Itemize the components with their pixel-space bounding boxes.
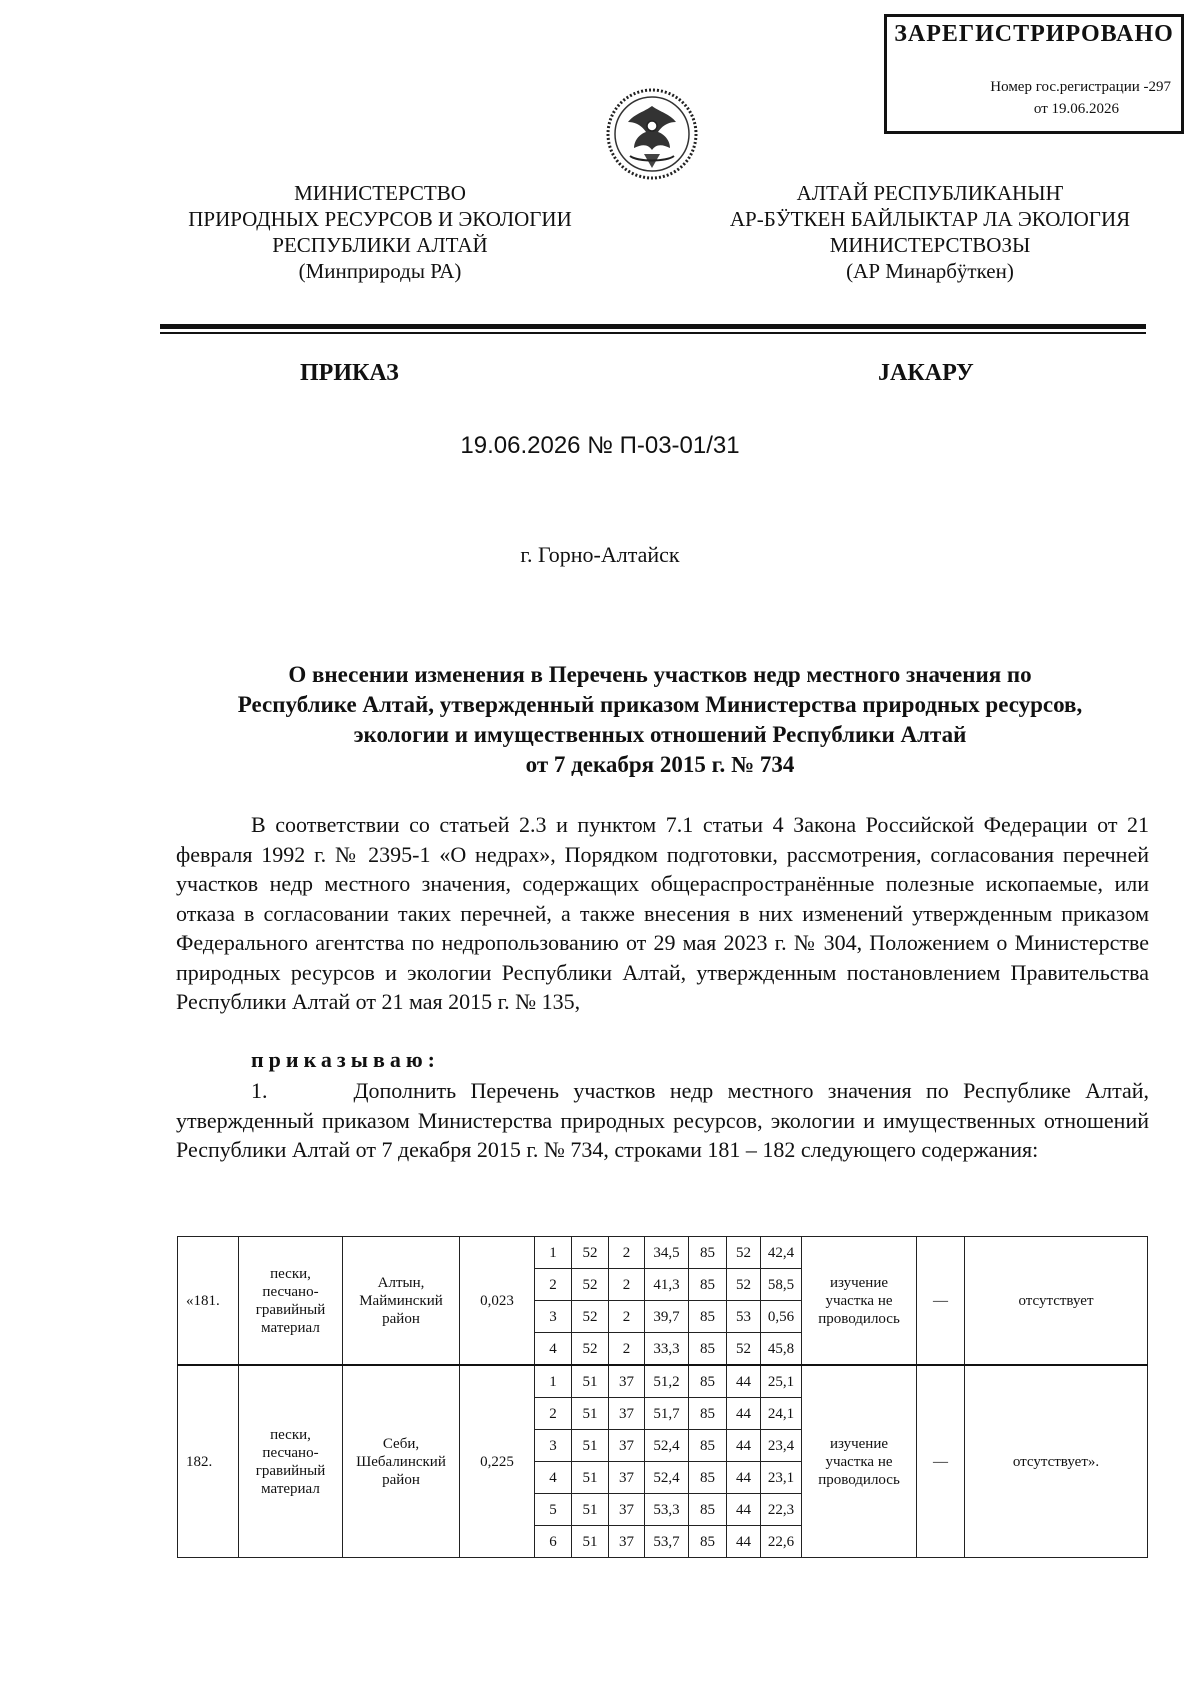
coordinate-cell: 85 [689, 1398, 727, 1430]
location-cell: Себи, Шебалинский район [343, 1365, 460, 1558]
coordinate-cell: 39,7 [645, 1301, 689, 1333]
coordinate-cell: 23,1 [761, 1462, 802, 1494]
coordinate-cell: 2 [609, 1237, 645, 1269]
coordinate-cell: 53,3 [645, 1494, 689, 1526]
coordinate-cell: 52 [727, 1333, 761, 1366]
coordinate-cell: 37 [609, 1430, 645, 1462]
title-line: экологии и имущественных отношений Республики Алтай [353, 722, 967, 747]
coordinate-cell: 52,4 [645, 1462, 689, 1494]
coordinate-cell: 37 [609, 1462, 645, 1494]
point-number-cell: 5 [535, 1494, 572, 1526]
row-number-cell: 182. [178, 1365, 239, 1558]
coordinate-cell: 37 [609, 1365, 645, 1398]
coordinate-cell: 2 [609, 1333, 645, 1366]
dash-cell: — [917, 1237, 965, 1366]
coordinate-cell: 51 [572, 1430, 609, 1462]
coordinate-cell: 25,1 [761, 1365, 802, 1398]
ministry-header-altai [680, 180, 1180, 284]
coordinate-cell: 51 [572, 1526, 609, 1558]
coordinate-cell: 44 [727, 1494, 761, 1526]
order-city: г. Горно-Алтайск [520, 542, 680, 567]
order-date-number: 19.06.2026 № П-03-01/31 [460, 432, 740, 459]
coordinate-cell: 24,1 [761, 1398, 802, 1430]
coordinate-cell: 23,4 [761, 1430, 802, 1462]
coordinate-cell: 52 [727, 1237, 761, 1269]
ministry-alt-line: АЛТАЙ РЕСПУБЛИКАНЫҤ [796, 181, 1064, 205]
license-cell: отсутствует». [965, 1365, 1148, 1558]
coordinate-cell: 44 [727, 1526, 761, 1558]
coordinate-cell: 45,8 [761, 1333, 802, 1366]
coordinate-cell: 44 [727, 1398, 761, 1430]
coordinate-cell: 44 [727, 1430, 761, 1462]
ministry-ru-line: РЕСПУБЛИКИ АЛТАЙ [272, 233, 488, 257]
area-cell: 0,023 [460, 1237, 535, 1366]
coordinate-cell: 0,56 [761, 1301, 802, 1333]
point-number-cell: 1 [535, 1237, 572, 1269]
coordinate-cell: 52 [572, 1269, 609, 1301]
coordinate-cell: 52,4 [645, 1430, 689, 1462]
ministry-header-russian [130, 180, 630, 284]
coordinate-cell: 2 [609, 1269, 645, 1301]
coordinate-cell: 85 [689, 1269, 727, 1301]
coordinate-cell: 37 [609, 1398, 645, 1430]
coordinate-cell: 22,6 [761, 1526, 802, 1558]
coordinate-cell: 85 [689, 1301, 727, 1333]
title-line: от 7 декабря 2015 г. № 734 [525, 752, 795, 777]
coordinate-cell: 52 [727, 1269, 761, 1301]
coordinate-cell: 34,5 [645, 1237, 689, 1269]
point-number-cell: 4 [535, 1333, 572, 1366]
area-cell: 0,225 [460, 1365, 535, 1558]
ministry-ru-short-name: (Минприроды РА) [298, 259, 462, 283]
dash-cell: — [917, 1365, 965, 1558]
subsoil-sites-table [177, 1236, 1148, 1558]
header-divider-thin [160, 332, 1146, 334]
coordinate-cell: 44 [727, 1365, 761, 1398]
stamp-title: ЗАРЕГИСТРИРОВАНО [894, 21, 1174, 47]
point-number-cell: 3 [535, 1430, 572, 1462]
ministry-ru-line: МИНИСТЕРСТВО [294, 181, 466, 205]
coordinate-cell: 42,4 [761, 1237, 802, 1269]
coordinate-cell: 58,5 [761, 1269, 802, 1301]
order-title-altai: JАКАРУ [878, 360, 974, 386]
material-cell: пески, песчано-гравийный материал [239, 1365, 343, 1558]
point-number-cell: 2 [535, 1269, 572, 1301]
table-row [178, 1365, 1148, 1398]
coordinate-cell: 51 [572, 1365, 609, 1398]
coordinate-cell: 52 [572, 1237, 609, 1269]
coordinate-cell: 52 [572, 1301, 609, 1333]
point-number-cell: 3 [535, 1301, 572, 1333]
ministry-alt-line: МИНИСТЕРСТВОЗЫ [829, 233, 1031, 257]
license-cell: отсутствует [965, 1237, 1148, 1366]
coordinate-cell: 85 [689, 1365, 727, 1398]
coordinate-cell: 53 [727, 1301, 761, 1333]
row-number-cell: «181. [178, 1237, 239, 1366]
order-word: приказываю: [251, 1047, 440, 1072]
coordinate-cell: 51 [572, 1494, 609, 1526]
coordinate-cell: 44 [727, 1462, 761, 1494]
order-title-russian: ПРИКАЗ [300, 360, 399, 386]
coordinate-cell: 33,3 [645, 1333, 689, 1366]
stamp-registration-date: от 19.06.2026 [1033, 101, 1119, 117]
ministry-alt-short-name: (АР Минарбӱткен) [846, 259, 1014, 283]
coordinate-cell: 53,7 [645, 1526, 689, 1558]
ministry-ru-line: ПРИРОДНЫХ РЕСУРСОВ И ЭКОЛОГИИ [188, 207, 572, 231]
coordinate-cell: 85 [689, 1526, 727, 1558]
coordinate-cell: 41,3 [645, 1269, 689, 1301]
coordinate-cell: 37 [609, 1526, 645, 1558]
order-item-1: 1. Дополнить Перечень участков недр местного значения по Республике Алтай, утвержденный приказом Министерства природных ресурсов, экологии и имущественных отношений Республики Алтай от 7 декабря 2015 г. № 734, строками 181 – 182 следующего содержания: [176, 1078, 1155, 1162]
point-number-cell: 1 [535, 1365, 572, 1398]
coordinate-cell: 51,7 [645, 1398, 689, 1430]
registration-stamp [884, 14, 1184, 134]
coordinate-cell: 85 [689, 1462, 727, 1494]
header-divider [160, 324, 1146, 329]
point-number-cell: 4 [535, 1462, 572, 1494]
title-line: Республике Алтай, утвержденный приказом Министерства природных ресурсов, [237, 692, 1083, 717]
document-title [190, 660, 1130, 780]
coordinate-cell: 52 [572, 1333, 609, 1366]
stamp-registration-number: Номер гос.регистрации -297 [990, 79, 1171, 95]
preamble-paragraph: В соответствии со статьей 2.3 и пунктом 7.1 статьи 4 Закона Российской Федерации от 21 февраля 1992 г. № 2395-1 «О недрах», Порядком подготовки, рассмотрения, согласования перечней участков недр местного значения, содержащих общераспространённые полезные ископаемые, или отказа в согласовании таких перечней, а также внесения в них изменений утвержденным приказом Федерального агентства по недропользованию от 29 мая 2023 г. № 304, Положением о Министерстве природных ресурсов и экологии Республики Алтай, утвержденным постановлением Правительства Республики Алтай от 21 мая 2015 г. № 135, [176, 812, 1149, 1014]
material-cell: пески, песчано-гравийный материал [239, 1237, 343, 1366]
coordinate-cell: 51 [572, 1462, 609, 1494]
location-cell: Алтын, Майминский район [343, 1237, 460, 1366]
point-number-cell: 2 [535, 1398, 572, 1430]
altai-republic-emblem-icon [604, 86, 700, 182]
coordinate-cell: 37 [609, 1494, 645, 1526]
coordinate-cell: 85 [689, 1237, 727, 1269]
point-number-cell: 6 [535, 1526, 572, 1558]
coordinate-cell: 85 [689, 1430, 727, 1462]
coordinate-cell: 85 [689, 1494, 727, 1526]
coordinate-cell: 51,2 [645, 1365, 689, 1398]
study-status-cell: изучение участка не проводилось [802, 1237, 917, 1366]
coordinate-cell: 22,3 [761, 1494, 802, 1526]
study-status-cell: изучение участка не проводилось [802, 1365, 917, 1558]
ministry-alt-line: АР-БӰТКЕН БАЙЛЫКТАР ЛА ЭКОЛОГИЯ [729, 207, 1131, 231]
coordinate-cell: 51 [572, 1398, 609, 1430]
table-row [178, 1237, 1148, 1269]
coordinate-cell: 85 [689, 1333, 727, 1366]
coordinate-cell: 2 [609, 1301, 645, 1333]
title-line: О внесении изменения в Перечень участков недр местного значения по [288, 662, 1032, 687]
